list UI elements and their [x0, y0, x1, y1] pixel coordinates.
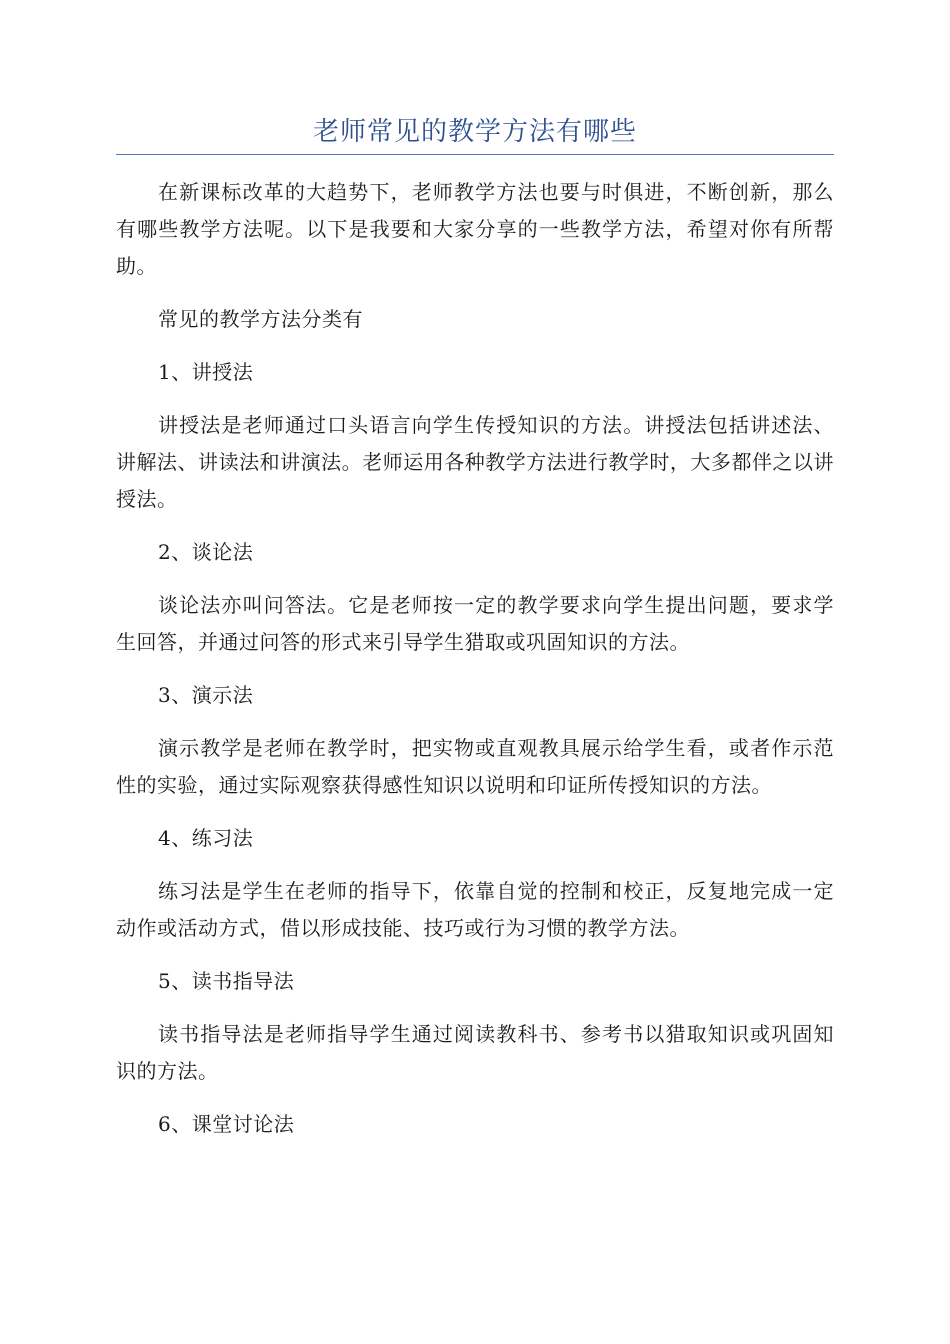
method-description-4: 练习法是学生在老师的指导下，依靠自觉的控制和校正，反复地完成一定动作或活动方式，借以形成技能、技巧或行为习惯的教学方法。 — [116, 879, 834, 940]
method-description-2: 谈论法亦叫问答法。它是老师按一定的教学要求向学生提出问题，要求学生回答，并通过问答的形式来引导学生猎取或巩固知识的方法。 — [116, 593, 834, 654]
method-heading-4: 4、练习法 — [158, 826, 254, 850]
section-intro-heading: 常见的教学方法分类有 — [158, 307, 363, 331]
title-underline — [116, 154, 834, 155]
method-description-3: 演示教学是老师在教学时，把实物或直观教具展示给学生看，或者作示范性的实验，通过实际观察获得感性知识以说明和印证所传授知识的方法。 — [116, 736, 834, 797]
method-heading-3: 3、演示法 — [158, 683, 254, 707]
method-description-5: 读书指导法是老师指导学生通过阅读教科书、参考书以猎取知识或巩固知识的方法。 — [116, 1022, 834, 1083]
intro-paragraph: 在新课标改革的大趋势下，老师教学方法也要与时俱进，不断创新，那么有哪些教学方法呢。以下是我要和大家分享的一些教学方法，希望对你有所帮助。 — [116, 180, 834, 278]
document-body — [116, 174, 834, 1159]
document-title: 老师常见的教学方法有哪些 — [312, 117, 637, 147]
method-description-1: 讲授法是老师通过口头语言向学生传授知识的方法。讲授法包括讲述法、讲解法、讲读法和讲演法。老师运用各种教学方法进行教学时，大多都伴之以讲授法。 — [116, 413, 834, 511]
method-heading-5: 5、读书指导法 — [158, 969, 295, 993]
method-heading-2: 2、谈论法 — [158, 540, 254, 564]
method-heading-6: 6、课堂讨论法 — [158, 1112, 295, 1136]
method-heading-1: 1、讲授法 — [158, 360, 254, 384]
